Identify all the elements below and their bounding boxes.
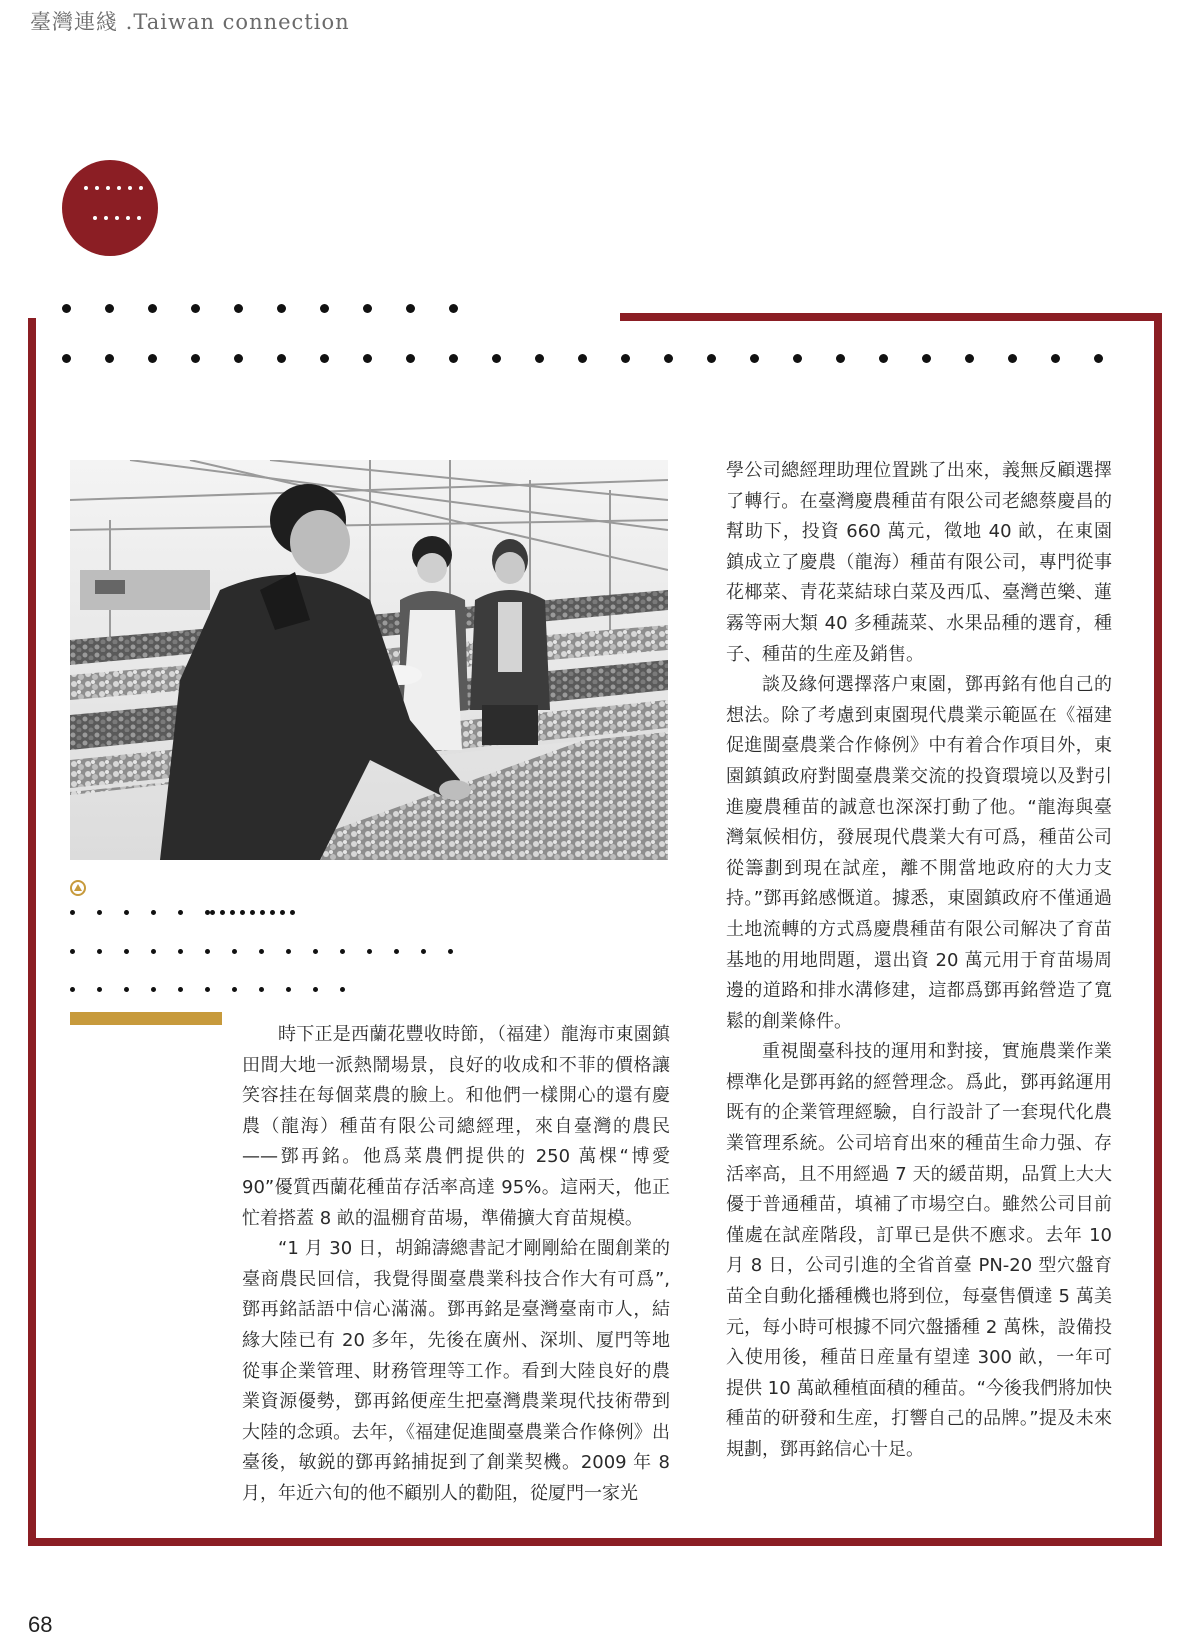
article-paragraph: 時下正是西蘭花豐收時節，（福建）龍海市東園鎮田間大地一派熱鬧場景，良好的收成和不菲的價格讓笑容挂在每個菜農的臉上。和他們一樣開心的還有慶農（龍海）種苗有限公司總經理，來自臺灣的農民——鄧再銘。他爲菜農們提供的 250 萬棵“博愛 90”優質西蘭花種苗存活率高達 95%。這兩天，他正忙着搭蓋 8 畝的温棚育苗場，準備擴大育苗規模。 [242,1024,670,1229]
greenhouse-illustration [70,460,668,860]
article-column-left [242,1020,670,1510]
circle-dots-top [84,186,143,190]
circle-dots-bottom [93,216,141,220]
caption-dots-row-2 [70,949,453,954]
greenhouse-photo [70,460,668,860]
article-paragraph: 重視閩臺科技的運用和對接，實施農業作業標準化是鄧再銘的經營理念。爲此，鄧再銘運用既有的企業管理經驗，自行設計了一套現代化農業管理系統。公司培育出來的種苗生命力强、存活率高，且不用經過 7 天的緩苗期，品質上大大優于普通種苗，填補了市場空白。雖然公司目前僅處在試産階段，訂單已是供不應求。去年 10 月 8 日，公司引進的全省首臺 PN-20 型穴盤育苗全自動化播種機也將到位，每臺售價達 5 萬美元，每小時可根據不同穴盤播種 2 萬株，設備投入使用後，種苗日産量有望達 300 畝，一年可提供 10 萬畝種植面積的種苗。“今後我們將加快種苗的研發和生産，打響自己的品牌。”提及未來規劃，鄧再銘信心十足。 [726,1041,1112,1460]
article-paragraph: “1 月 30 日，胡錦濤總書記才剛剛給在閩創業的臺商農民回信，我覺得閩臺農業科技合作大有可爲”,鄧再銘話語中信心滿滿。鄧再銘是臺灣臺南市人，結緣大陸已有 20 多年，先後在廣州、深圳、厦門等地從事企業管理、財務管理等工作。看到大陸良好的農業資源優勢，鄧再銘便産生把臺灣農業現代技術帶到大陸的念頭。去年，《福建促進閩臺農業合作條例》出臺後，敏鋭的鄧再銘捕捉到了創業契機。2009 年 8 月，年近六旬的他不顧别人的勸阻，從厦門一家光 [242,1238,670,1504]
gold-accent-bar [70,1012,222,1025]
frame-right-border [1154,313,1162,1546]
caption-dots-row-1 [70,910,210,915]
frame-left-border [28,318,36,1546]
article-paragraph-continued: 學公司總經理助理位置跳了出來，義無反顧選擇了轉行。在臺灣慶農種苗有限公司老總蔡慶昌的幫助下，投資 660 萬元，徵地 40 畝，在東園鎮成立了慶農（龍海）種苗有限公司，專門從事花椰菜、青花菜結球白菜及西瓜、臺灣芭樂、蓮霧等兩大類 40 多種蔬菜、水果品種的選育，種子、種苗的生産及銷售。 [726,460,1112,665]
caption-dots-row-3 [70,987,345,992]
frame-bottom-border [28,1538,1162,1546]
decorative-red-circle [62,160,158,256]
dot-row-upper [62,304,458,313]
article-column-right [726,456,1112,1466]
frame-top-border [620,313,1162,321]
caption-dots-row-1b [210,910,295,915]
dot-row-lower [62,354,1103,363]
triangle-circle-icon [70,880,86,896]
article-paragraph: 談及緣何選擇落户東園，鄧再銘有他自己的想法。除了考慮到東園現代農業示範區在《福建促進閩臺農業合作條例》中有着合作項目外，東園鎮鎮政府對閩臺農業交流的投資環境以及對引進慶農種苗的誠意也深深打動了他。“龍海與臺灣氣候相仿，發展現代農業大有可爲，種苗公司從籌劃到現在試産，離不開當地政府的大力支持。”鄧再銘感慨道。據悉，東園鎮政府不僅通過土地流轉的方式爲慶農種苗有限公司解决了育苗基地的用地問題，還出資 20 萬元用于育苗場周邊的道路和排水溝修建，這都爲鄧再銘營造了寬鬆的創業條件。 [726,674,1112,1032]
page-number: 68 [28,1612,53,1637]
running-header: 臺灣連綫 .Taiwan connection [30,10,350,34]
